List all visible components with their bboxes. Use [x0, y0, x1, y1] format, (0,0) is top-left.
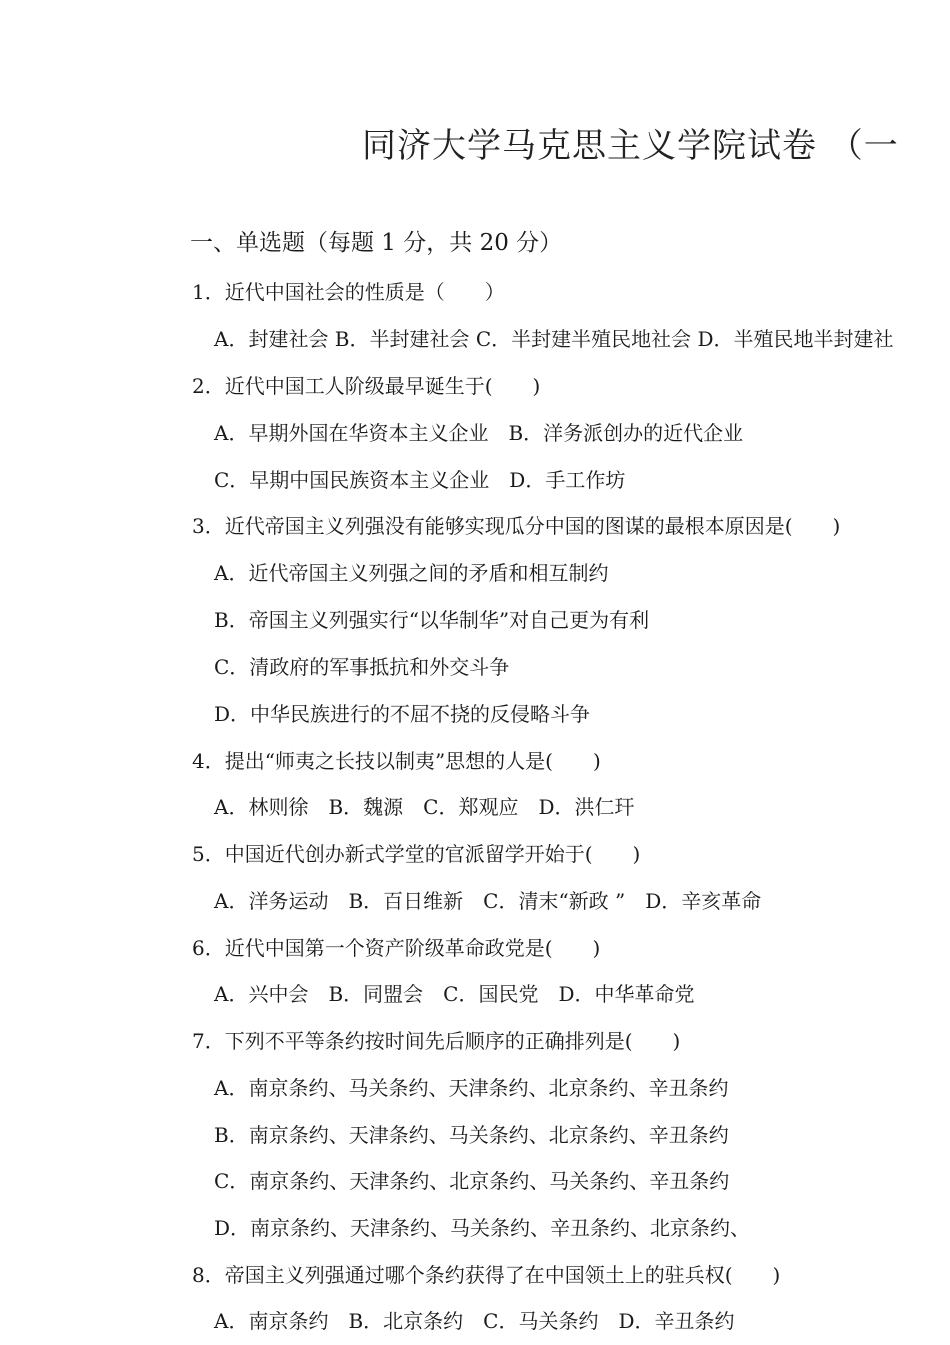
exam-title: 同济大学马克思主义学院试卷 （一 — [362, 126, 899, 166]
question-8-options: A．南京条约 B．北京条约 C．马关条约 D．辛丑条约 — [214, 1309, 735, 1333]
question-7-option-a: A．南京条约、马关条约、天津条约、北京条约、辛丑条约 — [214, 1076, 729, 1100]
question-5-stem: 5．中国近代创办新式学堂的官派留学开始于( ) — [192, 842, 641, 866]
question-7-option-d: D．南京条约、天津条约、马关条约、辛丑条约、北京条约、 — [214, 1216, 751, 1240]
question-5-options: A．洋务运动 B．百日维新 C．清末“新政 ” D．辛亥革命 — [214, 889, 762, 913]
question-2-options-cd: C．早期中国民族资本主义企业 D．手工作坊 — [214, 468, 626, 492]
question-2-options-ab: A．早期外国在华资本主义企业 B．洋务派创办的近代企业 — [214, 421, 744, 445]
question-2-stem: 2．近代中国工人阶级最早诞生于( ) — [192, 374, 541, 398]
question-3-stem: 3．近代帝国主义列强没有能够实现瓜分中国的图谋的最根本原因是( ) — [192, 514, 841, 538]
question-3-option-b: B．帝国主义列强实行“以华制华”对自己更为有利 — [214, 608, 650, 632]
question-6-options: A．兴中会 B．同盟会 C．国民党 D．中华革命党 — [214, 982, 695, 1006]
question-7-option-b: B．南京条约、天津条约、马关条约、北京条约、辛丑条约 — [214, 1123, 729, 1147]
question-1-options: A．封建社会 B．半封建社会 C．半封建半殖民地社会 D．半殖民地半封建社 — [214, 327, 894, 351]
question-4-options: A．林则徐 B．魏源 C．郑观应 D．洪仁玕 — [214, 795, 635, 819]
question-1-stem: 1．近代中国社会的性质是（ ） — [192, 280, 505, 304]
section-heading: 一、单选题（每题 1 分，共 20 分） — [190, 230, 563, 256]
question-8-stem: 8．帝国主义列强通过哪个条约获得了在中国领土上的驻兵权( ) — [192, 1263, 781, 1287]
question-3-option-d: D．中华民族进行的不屈不挠的反侵略斗争 — [214, 702, 591, 726]
question-3-option-a: A．近代帝国主义列强之间的矛盾和相互制约 — [214, 561, 609, 585]
question-3-option-c: C．清政府的军事抵抗和外交斗争 — [214, 655, 510, 679]
question-4-stem: 4．提出“师夷之长技以制夷”思想的人是( ) — [192, 749, 601, 773]
question-7-stem: 7．下列不平等条约按时间先后顺序的正确排列是( ) — [192, 1029, 681, 1053]
question-6-stem: 6．近代中国第一个资产阶级革命政党是( ) — [192, 936, 601, 960]
question-7-option-c: C．南京条约、天津条约、北京条约、马关条约、辛丑条约 — [214, 1169, 730, 1193]
